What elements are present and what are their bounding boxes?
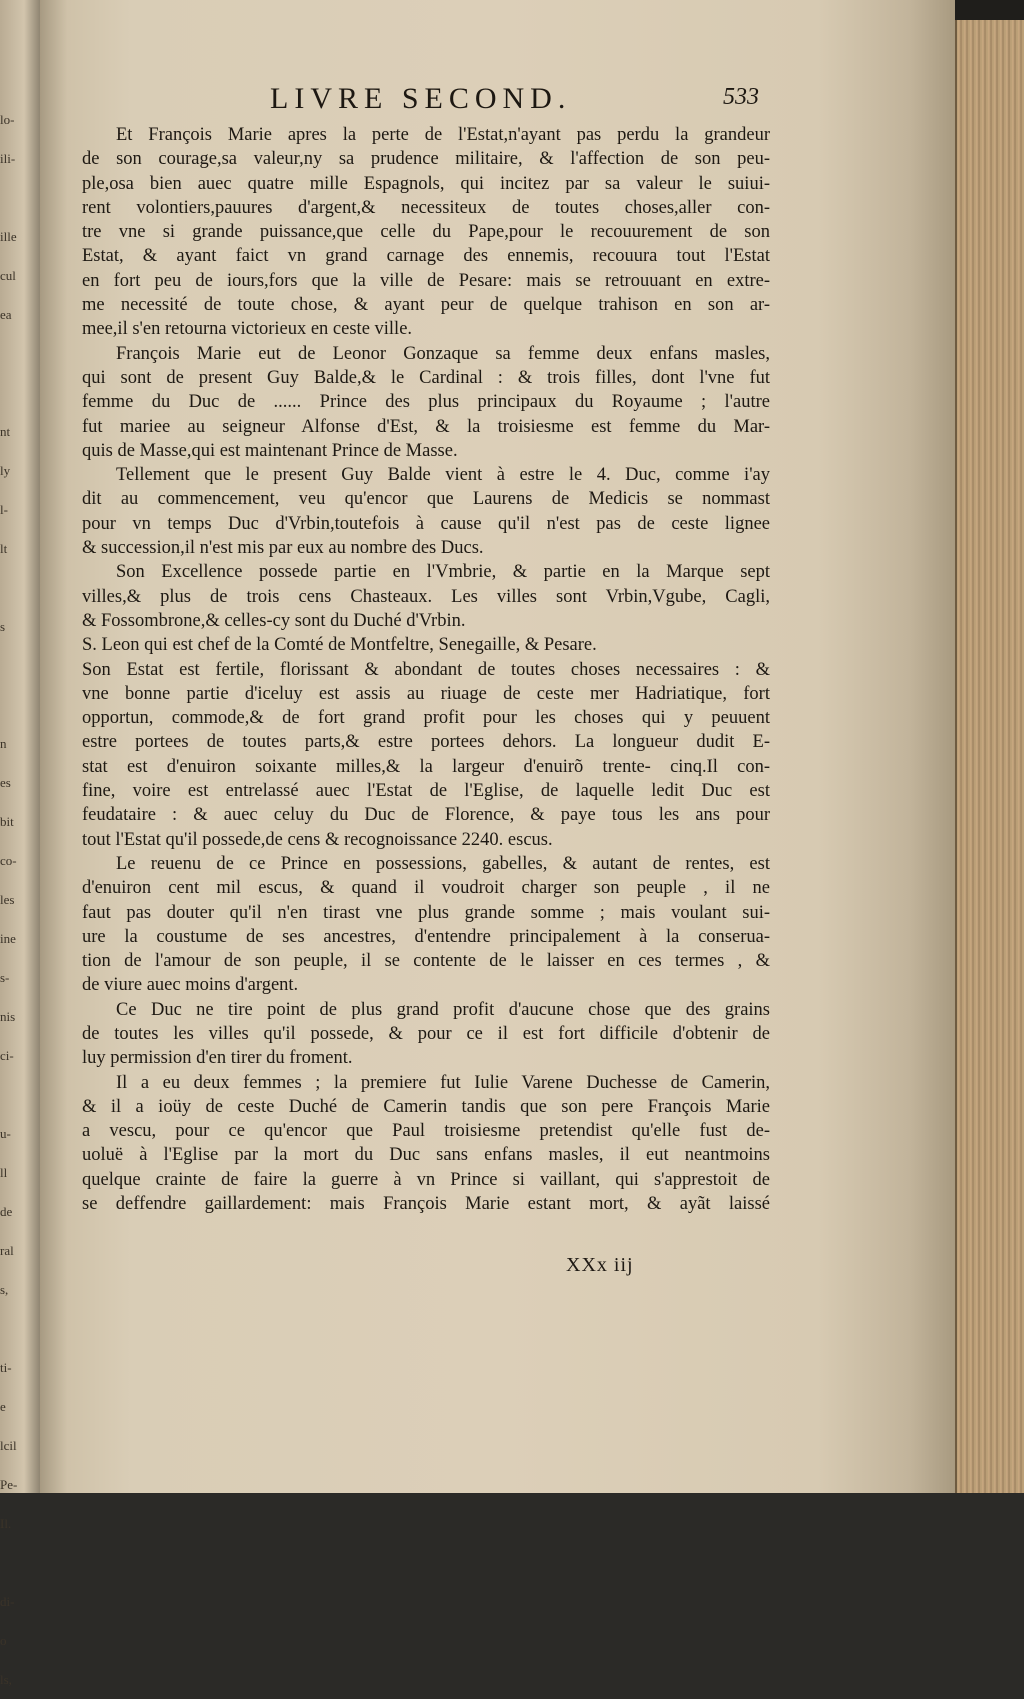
- text-line: a vescu, pour ce qu'encor que Paul troisiesme pretendist qu'elle fust de-: [82, 1121, 770, 1142]
- text-line: feudataire : & auec celuy du Duc de Florence, & paye tous les ans pour: [82, 805, 770, 826]
- adjacent-page-fragment: [0, 685, 30, 724]
- adjacent-page-fragment: les: [0, 892, 15, 907]
- text-line: de viure auec moins d'argent.: [82, 975, 299, 996]
- text-line: fut mariee au seigneur Alfonse d'Est, & la troisiesme est femme du Mar-: [82, 416, 770, 437]
- text-line: & succession,il n'est mis par eux au nombre des Ducs.: [82, 538, 484, 559]
- adjacent-page-fragment: ll: [0, 1165, 8, 1180]
- adjacent-page-fragment: ille: [0, 229, 17, 244]
- adjacent-page-fragment: u-: [0, 1126, 11, 1141]
- text-line: vne bonne partie d'iceluy est assis au riuage de ceste mer Hadriatique, fort: [82, 683, 770, 704]
- adjacent-page-fragment: ls,: [0, 1672, 12, 1687]
- text-line: femme du Duc de ...... Prince des plus principaux du Royaume ; l'autre: [82, 392, 770, 413]
- adjacent-page-fragment: ea: [0, 307, 12, 322]
- text-line: uoluë à l'Eglise par la mort du Duc sans enfans masles, il eut neantmoins: [82, 1145, 770, 1166]
- adjacent-page-fragment: lo-: [0, 112, 15, 127]
- adjacent-page-fragment: ci-: [0, 1048, 14, 1063]
- adjacent-page-fragment: di-: [0, 1594, 15, 1609]
- adjacent-page-fragment: [0, 1543, 30, 1582]
- text-line: estre portees de toutes parts,& estre portees dehors. La longueur dudit E-: [82, 732, 770, 753]
- adjacent-page-fragment: de: [0, 1204, 13, 1219]
- adjacent-page-fragment: co-: [0, 853, 17, 868]
- adjacent-page-edge: [0, 0, 40, 1687]
- text-line: Et François Marie apres la perte de l'Estat,n'ayant pas perdu la grandeur: [116, 125, 770, 145]
- text-line: dit au commencement, veu qu'encor que Laurens de Medicis se nommast: [82, 489, 770, 510]
- page-block-edge: [955, 20, 1024, 1493]
- text-line: en fort peu de iours,fors que la ville de Pesare: mais se retrouuant en extre-: [82, 270, 770, 291]
- text-line: Son Estat est fertile, florissant & abondant de toutes choses necessaires : &: [82, 659, 770, 680]
- text-line: rent volontiers,pauures d'argent,& necessiteux de toutes choses,aller con-: [82, 197, 770, 218]
- adjacent-page-fragment: nis: [0, 1009, 16, 1024]
- text-line: tion de l'amour de son peuple, il se contente de le laisser en ces termes , &: [82, 951, 770, 972]
- text-line: ple,osa bien auec quatre mille Espagnols, qui incitez par sa valeur le suiui-: [82, 173, 770, 194]
- text-line: opportun, commode,& de fort grand profit pour les choses qui y peuuent: [82, 708, 770, 729]
- text-line: François Marie eut de Leonor Gonzaque sa femme deux enfans masles,: [116, 343, 770, 364]
- text-line: pour vn temps Duc d'Vrbin,toutefois à cause qu'il n'est pas de ceste lignee: [82, 513, 770, 534]
- text-line: se deffendre gaillardement: mais François Marie estant mort, & ayãt laissé: [82, 1194, 770, 1215]
- text-line: quelque crainte de faire la guerre à vn Prince si vaillant, qui s'apprestoit de: [82, 1169, 770, 1190]
- adjacent-page-fragment: [0, 1075, 30, 1114]
- adjacent-page-fragment: l-: [0, 502, 8, 517]
- text-line: Ce Duc ne tire point de plus grand profit d'aucune chose que des grains: [116, 999, 770, 1020]
- text-line: quis de Masse,qui est maintenant Prince de Masse.: [82, 440, 458, 461]
- text-line: Tellement que le present Guy Balde vient à estre le 4. Duc, comme i'ay: [116, 465, 770, 486]
- adjacent-page-fragment: ly: [0, 463, 11, 478]
- text-line: S. Leon qui est chef de la Comté de Montfeltre, Senegaille, & Pesare.: [82, 635, 597, 656]
- adjacent-page-fragment: Pe-: [0, 1477, 18, 1492]
- text-line: de son courage,sa valeur,ny sa prudence militaire, & l'affection de son peu-: [82, 149, 770, 170]
- adjacent-page-fragments: [0, 100, 30, 1699]
- scan-background-top-right: [955, 0, 1024, 20]
- adjacent-page-fragment: s,: [0, 1282, 9, 1297]
- adjacent-page-fragment: s-: [0, 970, 10, 985]
- adjacent-page-fragment: [0, 646, 30, 685]
- text-line: Estat, & ayant faict vn grand carnage des ennemis, recouura tout l'Estat: [82, 246, 770, 267]
- adjacent-page-fragment: o: [0, 1633, 7, 1648]
- text-line: fine, voire est entrelassé auec l'Estat de l'Eglise, de laquelle ledit Duc est: [82, 781, 770, 802]
- adjacent-page-fragment: lcil: [0, 1438, 17, 1453]
- text-line: mee,il s'en retourna victorieux en ceste ville.: [82, 319, 413, 340]
- body-text: [82, 123, 770, 1216]
- text-line: tre vne si grande puissance,que celle du Pape,pour le recouurement de son: [82, 222, 770, 243]
- adjacent-page-fragment: n: [0, 736, 7, 751]
- adjacent-page-fragment: s: [0, 619, 6, 634]
- text-line: stat est d'enuiron soixante milles,& la largeur d'enuirõ trente- cinq.Il con-: [82, 756, 770, 777]
- adjacent-page-fragment: ral: [0, 1243, 14, 1258]
- text-line: Il a eu deux femmes ; la premiere fut Iulie Varene Duchesse de Camerin,: [116, 1072, 770, 1093]
- text-line: de toutes les villes qu'il possede, & pour ce il est fort difficile d'obtenir de: [82, 1023, 770, 1044]
- adjacent-page-fragment: es: [0, 775, 11, 790]
- text-line: villes,& plus de trois cens Chasteaux. Les villes sont Vrbin,Vgube, Cagli,: [82, 586, 770, 607]
- running-head: LIVRE SECOND.: [270, 82, 572, 115]
- adjacent-page-fragment: [0, 568, 30, 607]
- text-line: qui sont de present Guy Balde,& le Cardinal : & trois filles, dont l'vne fut: [82, 367, 770, 388]
- adjacent-page-fragment: [0, 1309, 30, 1348]
- adjacent-page-fragment: [0, 373, 30, 412]
- adjacent-page-fragment: [0, 334, 30, 373]
- signature-mark: XXx iij: [566, 1254, 634, 1276]
- page-number: 533: [723, 84, 759, 110]
- adjacent-page-fragment: ti-: [0, 1360, 12, 1375]
- adjacent-page-fragment: cul: [0, 268, 16, 283]
- text-line: Son Excellence possede partie en l'Vmbrie, & partie en la Marque sept: [116, 562, 770, 583]
- adjacent-page-fragment: Il.: [0, 1516, 12, 1531]
- text-line: me necessité de toute chose, & ayant peur de quelque trahison en son ar-: [82, 295, 770, 316]
- text-line: ure la coustume de ses ancestres, d'entendre principalement à la conserua-: [82, 926, 770, 947]
- adjacent-page-fragment: ili-: [0, 151, 16, 166]
- adjacent-page-fragment: e: [0, 1399, 6, 1414]
- page-header: [40, 82, 955, 122]
- text-line: tout l'Estat qu'il possede,de cens & recognoissance 2240. escus.: [82, 829, 553, 850]
- adjacent-page-fragment: bit: [0, 814, 14, 829]
- adjacent-page-fragment: [0, 178, 30, 217]
- text-line: Le reuenu de ce Prince en possessions, gabelles, & autant de rentes, est: [116, 853, 770, 874]
- text-line: & Fossombrone,& celles-cy sont du Duché d'Vrbin.: [82, 610, 466, 631]
- text-line: d'enuiron cent mil escus, & quand il voudroit charger son peuple , il ne: [82, 878, 770, 899]
- text-line: luy permission d'en tirer du froment.: [82, 1048, 353, 1069]
- adjacent-page-fragment: nt: [0, 424, 11, 439]
- adjacent-page-fragment: ine: [0, 931, 16, 946]
- text-line: & il a ioüy de ceste Duché de Camerin tandis que son pere François Marie: [82, 1096, 770, 1117]
- adjacent-page-fragment: lt: [0, 541, 8, 556]
- text-line: faut pas douter qu'il n'en tirast vne plus grande somme ; mais voulant sui-: [82, 902, 770, 923]
